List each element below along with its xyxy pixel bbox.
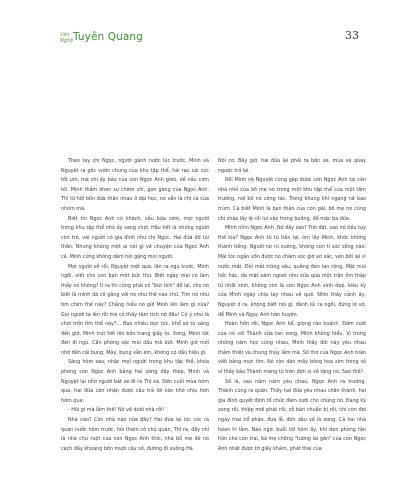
paragraph: Biết tin Ngọc Anh có khách, xẩu bữa cơm, mọi người trong khu tập thể nhỏ ấy sang chơi. Hầu hết là những người còn trẻ, vài người có gia đình như chị Ngọc. Hai đứa đỡ túi thân. Nhưng không một ai nói gì về chuyện của Ngọc Anh cả. Minh cũng không dám hỏi gặng mọi người. [61, 215, 209, 260]
magazine-logo [60, 30, 180, 52]
logo-small-text: Văn Nghệ [60, 32, 74, 44]
paragraph: - Hôi gì mà lằm thế! Nó về dưới nhà rồi! [68, 407, 165, 414]
paragraph: Mọi người về rồi, Nguyệt mệt quá, lăn ra ngủ trước. Minh ngồi, viết cho con bạn một bức thư. Biết ngày mai có làm thấy nó không? Ít ra thì cũng phải có "bút tích" để lại, cho nó biết là mình đã cố gắng với nó như thế nào chứ. Tim nó như tim chim thế này? Chẳng hiểu nó gửi Minh lên làm gì nữa? Gọi người ta lên rồi mà có thấy tăm tích nó đâu! Có ý như là chơi trốn tìm thế này?... Bao nhiêu bực tức, khổ sở từ sáng đến giờ, Minh trút hết lên bốn trang giấy to. Xong, Minh tắt đèn đi ngủ. Cẩn phòng sặc mùi dầu mà dứt. Minh giờ mới nhớ đến cái bụng. Mày, bụng vẫn êm, không có dấu hiệu gì. [61, 263, 209, 356]
text-column-left [61, 157, 209, 454]
paragraph: Theo tay chị Ngọc, người gánh nước lúc trước, Minh và Nguyệt ra gốc vườn chung của khu tập thể, hái rau cải cúc tốt um, mà chị ấy bảo của con Ngọc Anh gieo, về nấu cơm tối. Minh thấm khen sự chăm chỉ, gọn gàng của Ngọc Anh. Thì từ hồi bốn đứa thân nhau ở đại học, nó vẫn là chị cả của nhóm mà. [61, 158, 209, 212]
paragraph: Hoàn hồn rồi, Ngọc Anh kể, giọng rào hoảnh. Đám cưới của nó với Thành vừa tan xong. Minh không hiểu. Vì trong những năm học cùng nhau, Minh thấy đôi này yêu nhau thắm thiết và chung thủy lắm mà. Số thơ của Ngọc Anh toàn viết bằng mực tím. Nó còn dán mấy bông hoa sim trong số vì thấy bảo Thành mang từ trên đơn vị về tặng nó. Sao thế? [218, 321, 366, 376]
logo-title: Tuyên Quang [73, 31, 143, 43]
paragraph: Nội cơ. Bây giờ, hai đứa lại phải ra bến xe, mua vé quay ngược trở lại. [218, 158, 366, 174]
paragraph: Số là, sau năm năm yêu nhau, Ngọc Anh ra trường, Thành cũng ra quân. Thấy hai đứa yêu nhau chân thành, hai gia đình quyết định tổ chức đám cưới cho chúng nó. Đang kỳ xong rồi, thiệp mời phát rồi, cỗ bàn chuẩn bị rồi, chỉ còn đợi ngày mai nổ pháo, đưa lễ, đón dâu về là xong. Cả hai nhà hoan hỉ lắm. Nào ngờ, buổi tối hôm ấy, khi dọn phòng tân hôn cho con trai, bà mẹ chồng "tương lai gần" của con Ngọc Anh nhặt được tờ giấy khám, phát thai của [218, 378, 366, 452]
text-column-right [218, 157, 366, 454]
paragraph: Rồi Minh và Nguyệt cũng gặp được con Ngọc Anh tại căn nhà nhỏ của bố mẹ nó trong một khu tập thể của một tầm trường, nơi bố nó công tác. Trong khung khí ngạng nề bao trùm. Cả biết Minh là bạn thân của con gái, bố mẹ nó cũng chỉ chào lấy lệ rồi lui vào trong buồng, để mặc ba đứa. [218, 177, 366, 222]
page-number: 33 [345, 29, 359, 42]
paragraph: Minh nhìn Ngọc Anh. Nó đây sao? Trời đất, sao nó tiều tụy thế kia? Ngọc Anh từ từ tiến lại, ôm lấy Minh, khóc không thành tiếng. Người nó rũ xuống, không còn tí sức sống nào. Mái tóc ngắn vốn được nó chăm sóc giờ xơ xác, vén bới lại vì nước mắt. Đôi mắt trũng sâu, quầng đen lan rộng. Mặt mũi hốc hác, da mặt xám ngoét như vừa qua một trận ốm thập tử nhất sinh, không còn là con Ngọc Anh xinh đẹp, kiêu kỳ của Minh ngày chia tay nhau về quê. Nhìn thấy cảnh ấy, Nguyệt ở ra, không biết nói gì, đành lùi ra ngồi, đứng lơ vơ, để Minh và Ngọc Anh hàn huyên. [218, 225, 366, 318]
page-header [0, 0, 402, 60]
paragraph: Nhà nào? Còn nhà nào nữa đây? Hai đứa lại lóc cóc ra quán nước hôm trước, hỏi thăm cô chủ quán. Thì ra, đây chỉ là nhà chủ ruột của con Ngọc Anh thôi, nhà bố mẹ đẻ nó cách đây khoảng bốn mươi cây số, đường đi xuống Hà [61, 417, 209, 452]
paragraph: Sáng hôm sau, nhặc mọi người trong khu tập thể, khóa phòng con Ngọc Anh bằng hai vòng dây thép, Minh và Nguyệt lại nhờ người bắt xe đi ra Thị xã. Đến cuối mùa hôm qua, hai đứa còn nhận được câu trả lời còn khó chịu hơn hôm qua: [61, 359, 209, 404]
